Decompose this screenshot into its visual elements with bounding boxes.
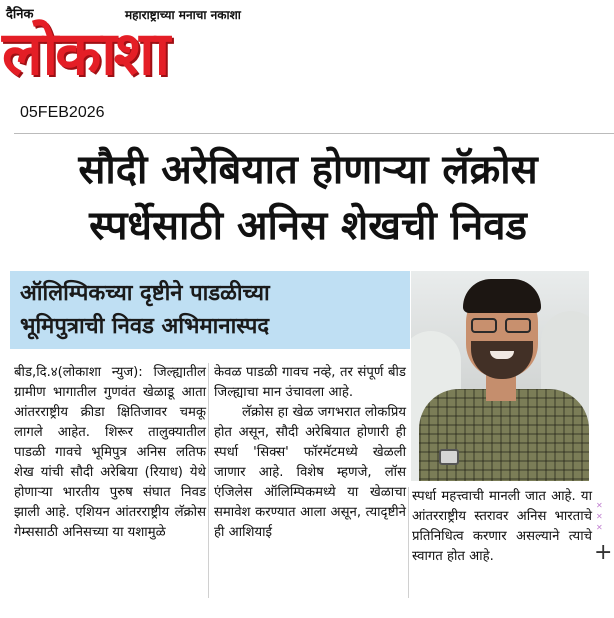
masthead	[0, 0, 614, 95]
article-paragraph: बीड,दि.४(लोकाशा न्युज): जिल्ह्यातील ग्रामीण भागातील गुणवंत खेळाडू आता आंतरराष्ट्रीय क्रीडा क्षितिजावर चमकू लागले आहेत. शिरूर तालुक्यातील पाडळी गावचे भूमिपुत्र अनिस लतिफ शेख यांची सौदी अरेबिया (रियाध) येथे होणाऱ्या भारतीय पुरुष संघात निवड झाली आहे. एशियन आंतरराष्ट्रीय लॅक्रोस गेम्ससाठी अनिसच्या या यशामुळे	[14, 365, 206, 540]
glasses-icon	[471, 318, 533, 334]
article-paragraph: लॅक्रोस हा खेळ जगभरात लोकप्रिय होत असून, सौदी अरेबियात होणारी ही स्पर्धा 'सिक्स' फॉरमॅटमध्ये खेळली जाणार आहे. विशेष म्हणजे, लॉस एंजिलेस ऑलिम्पिकमध्ये या खेळाचा समावेश करण्यात आला असून, त्यादृष्टीने ही आशियाई	[214, 405, 406, 540]
article-paragraph: स्पर्धा महत्त्वाची मानली जात आहे. या आंतरराष्ट्रीय स्तरावर अनिस भारताचे प्रतिनिधित्व करणार असल्याने त्याचे स्वागत होत आहे.	[412, 489, 592, 564]
subheadline-line-2: भूमिपुत्राची निवड अभिमानास्पद	[20, 314, 270, 339]
article-column-1	[14, 363, 206, 543]
article-paragraph: केवळ पाडळी गावच नव्हे, तर संपूर्ण बीड जिल्ह्याचा मान उंचावला आहे.	[214, 365, 406, 400]
publication-date: 05FEB2026	[20, 104, 105, 121]
wristwatch	[439, 449, 459, 465]
article-column-2	[214, 363, 406, 543]
crosshair-icon: +	[594, 540, 613, 565]
masthead-tagline: महाराष्ट्राच्या मनाचा नकाशा	[125, 8, 241, 22]
newspaper-logo: लोकाशा	[2, 19, 168, 89]
hair	[463, 279, 541, 313]
header-divider	[14, 133, 614, 134]
beard	[471, 341, 533, 379]
column-divider	[208, 363, 209, 598]
article-column-3	[412, 487, 592, 567]
portrait-photo	[411, 271, 589, 481]
headline-line-2: स्पर्धेसाठी अनिस शेखची निवड	[89, 203, 527, 249]
scan-edge-marks: ✕ ✕ ✕	[596, 501, 603, 532]
column-divider	[408, 487, 409, 598]
headline-line-1: सौदी अरेबियात होणाऱ्या लॅक्रोस	[78, 147, 538, 193]
checked-shirt	[419, 389, 589, 481]
subheadline-box	[10, 271, 410, 349]
masthead-daily-label: दैनिक	[6, 7, 34, 22]
headline	[10, 142, 606, 254]
subheadline-line-1: ऑलिम्पिकच्या दृष्टीने पाडळीच्या	[20, 281, 270, 306]
